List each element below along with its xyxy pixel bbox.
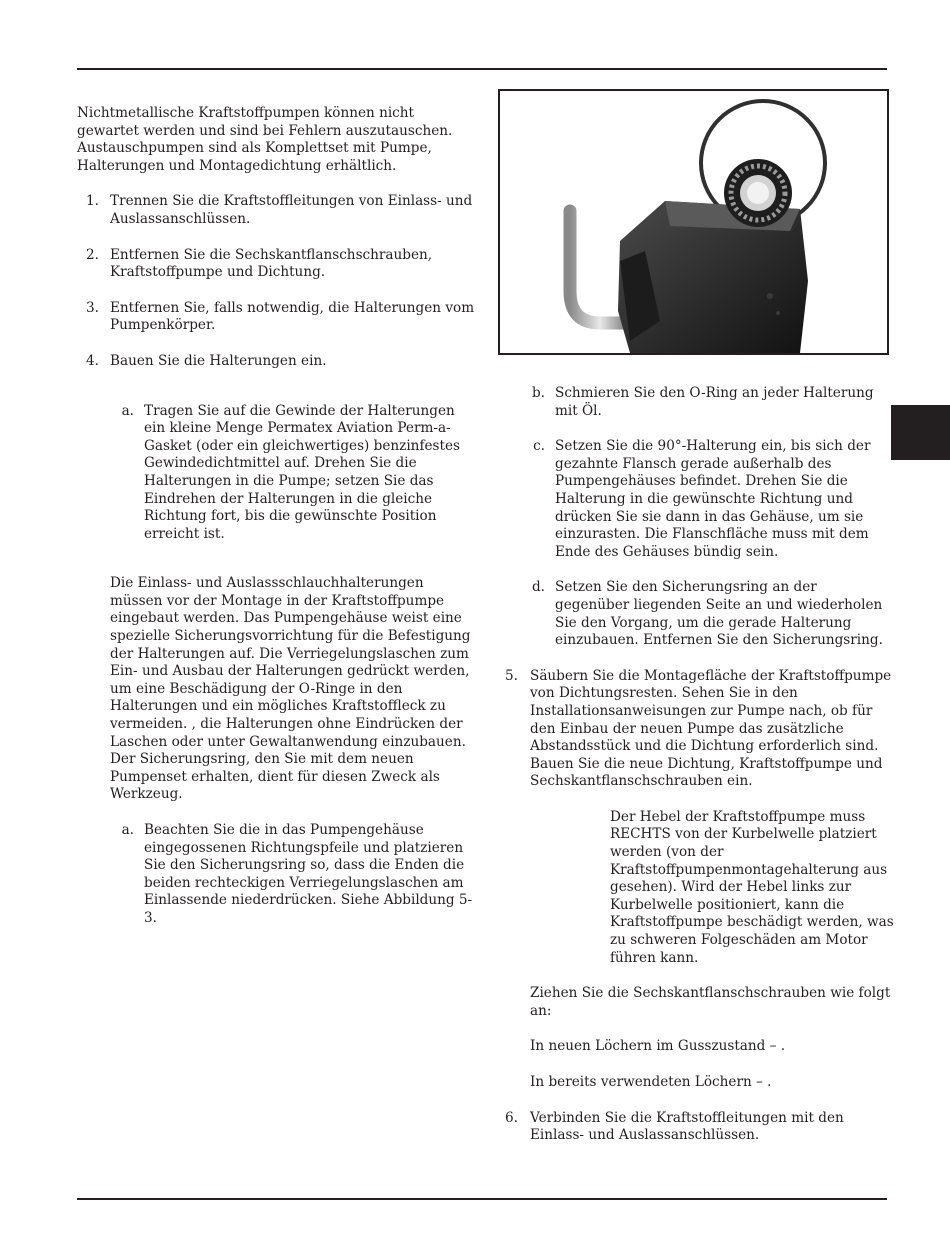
retainer-paragraph: Die Einlass- und Auslassschlauchhalterungen müssen vor der Montage in der Kraftstoffpumpe eingebaut werden. Das Pumpengehäuse weist eine spezielle Sicherungsvorrichtung für die Befestigung der Halterungen auf. Die Verriegelungslaschen zum Ein- und Ausbau der Halterungen gedrückt werden, um eine Beschädigung der O-Ringe in den Halterungen und ein mögliches Kraftstoffleck zu vermeiden. , die Halterungen ohne Eindrücken der Laschen oder unter Gewaltanwendung einzubauen. Der Sicherungsring, den Sie mit dem neuen Pumpenset erhalten, dient für diesen Zweck als Werkzeug. [110, 575, 471, 803]
fuel-pump-figure [498, 89, 889, 355]
step-number: 2. [86, 246, 99, 263]
step-text: Entfernen Sie die Sechskantflanschschrauben, Kraftstoffpumpe und Dichtung. [110, 246, 433, 281]
step-6 [505, 1110, 895, 1145]
step-3 [77, 300, 477, 335]
step-text: Trennen Sie die Kraftstoffleitungen von Einlass- und Auslassanschlüssen. [110, 193, 473, 227]
step-text: Verbinden Sie die Kraftstoffleitungen mit den Einlass- und Auslassanschlüssen. [530, 1109, 844, 1144]
substep-text: Setzen Sie den Sicherungsring an der gegenüber liegenden Seite an und wiederholen Sie den Vorgang, um die gerade Halterung einzubauen. Entfernen Sie den Sicherungsring. [555, 579, 883, 649]
step-1 [77, 193, 477, 228]
step-text: Entfernen Sie, falls notwendig, die Halterungen vom Pumpenkörper. [110, 299, 475, 334]
section-tab [891, 405, 950, 460]
substep-letter: d. [531, 579, 545, 596]
step-text: Säubern Sie die Montagefläche der Kraftstoffpumpe von Dichtungsresten. Sehen Sie in den Installationsanweisungen zur Pumpe nach, ob für den Einbau der neuen Pumpe das zusätzliche Abstandsstück und die Dichtung erforderlich sind. Bauen Sie die neue Dichtung, Kraftstoffpumpe und Sechskantflanschschrauben ein. [530, 667, 892, 790]
torque-intro: Ziehen Sie die Sechskantflanschschrauben wie folgt an: [530, 985, 891, 1019]
substep-text: Tragen Sie auf die Gewinde der Halterungen ein kleine Menge Permatex Aviation Perm-a-Gasket (oder ein gleichwertiges) benzinfestes Gewindedichtmittel auf. Drehen Sie die Halterungen in die Pumpe; setzen Sie das Eindrehen der Halterungen in die gleiche Richtung fort, bis die gewünschte Position erreicht ist. [144, 402, 460, 542]
torque-new-holes: In neuen Löchern im Gusszustand – . [530, 1038, 786, 1055]
retainer-step-a [114, 822, 477, 928]
left-column [77, 105, 477, 946]
substep-text: Schmieren Sie den O-Ring an jeder Halterung mit Öl. [555, 385, 874, 419]
step-2 [77, 247, 477, 282]
step-number: 5. [505, 667, 518, 684]
step-number: 6. [505, 1109, 518, 1126]
step-4 [77, 353, 477, 371]
step-4a [114, 403, 477, 544]
substep-letter: c. [533, 438, 545, 455]
step-number: 3. [86, 299, 99, 316]
step-number: 4. [86, 352, 99, 369]
torque-used-holes: In bereits verwendeten Löchern – . [530, 1074, 772, 1090]
step-4d [525, 579, 895, 649]
step-4b [525, 385, 895, 420]
header-rule [77, 68, 887, 70]
step-5 [505, 668, 895, 791]
footer-rule [77, 1198, 887, 1200]
step-text: Bauen Sie die Halterungen ein. [110, 352, 327, 369]
substep-letter: a. [121, 402, 134, 419]
right-column [505, 385, 895, 1163]
fuel-pump-photo [500, 91, 887, 353]
substep-letter: b. [531, 385, 545, 401]
intro-paragraph: Nichtmetallische Kraftstoffpumpen können nicht gewartet werden und sind bei Fehlern auszutauschen. Austauschpumpen sind als Komplettset mit Pumpe, Halterungen und Montagedichtung erhältlich. [77, 105, 453, 174]
substep-text: Setzen Sie die 90°-Halterung ein, bis sich der gezahnte Flansch gerade außerhalb des Pumpengehäuses befindet. Drehen Sie die Halterung in die gewünschte Richtung und drücken Sie sie dann in das Gehäuse, um sie einzurasten. Die Flanschfläche muss mit dem Ende des Gehäuses bündig sein. [555, 438, 871, 560]
step-number: 1. [86, 193, 99, 210]
substep-letter: a. [121, 822, 134, 838]
substep-text: Beachten Sie die in das Pumpengehäuse eingegossenen Richtungspfeile und platzieren Sie den Sicherungsring so, dass die Enden die beiden rechteckigen Verriegelungslaschen am Einlassende niederdrücken. Siehe Abbildung 5-3. [144, 822, 473, 926]
step-4c [525, 438, 895, 561]
caution-note: Der Hebel der Kraftstoffpumpe muss RECHTS von der Kurbelwelle platziert werden (von der Kraftstoffpumpenmontagehalterung aus gesehen). Wird der Hebel links zur Kurbelwelle positioniert, kann die Kraftstoffpumpe beschädigt werden, was zu schweren Folgeschäden am Motor führen kann. [610, 808, 894, 966]
